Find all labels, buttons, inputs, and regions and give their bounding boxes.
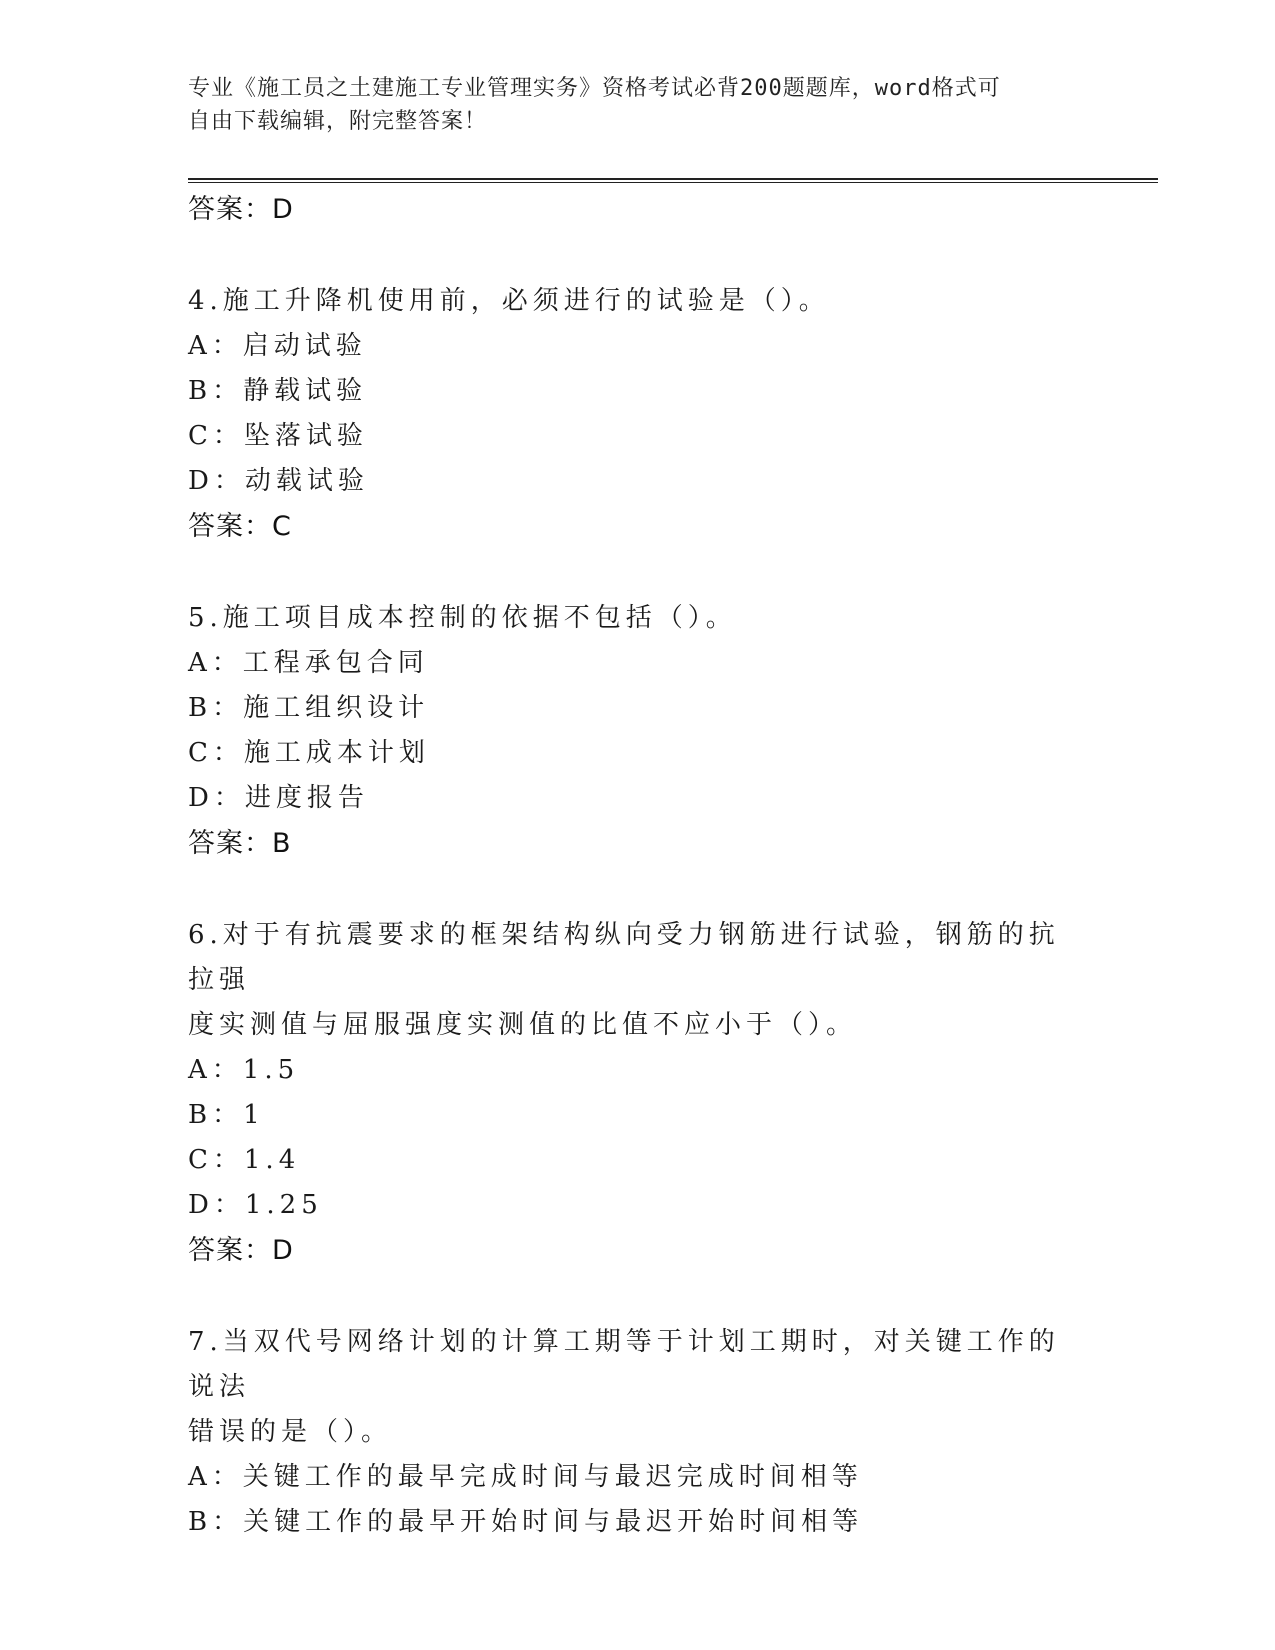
header-divider <box>188 178 1158 183</box>
option-a: A：关键工作的最早完成时间与最迟完成时间相等 <box>188 1462 863 1492</box>
header-title-line-2: 自由下载编辑，附完整答案！ <box>188 109 488 134</box>
answer: 答案：B <box>188 828 292 859</box>
question-text-line-2: 错误的是（）。 <box>188 1417 393 1447</box>
spacer <box>188 1273 1088 1320</box>
answer-previous: 答案：D <box>188 194 294 225</box>
option-c: C：1.4 <box>188 1145 301 1175</box>
option-a: A：1.5 <box>188 1055 300 1085</box>
option-c: C：施工成本计划 <box>188 738 430 768</box>
option-b: B：静载试验 <box>188 376 368 406</box>
question-text: 5.施工项目成本控制的依据不包括（）。 <box>188 603 737 633</box>
answer: 答案：C <box>188 511 292 542</box>
question-4 <box>188 279 1088 549</box>
page-header <box>188 72 1068 138</box>
header-title-line-1: 专业《施工员之土建施工专业管理实务》资格考试必背200题题库，word格式可 <box>188 76 1001 101</box>
spacer <box>188 866 1088 913</box>
option-d: D：动载试验 <box>188 466 369 496</box>
question-6 <box>188 913 1088 1273</box>
question-list <box>188 187 1088 1545</box>
spacer <box>188 549 1088 596</box>
question-5 <box>188 596 1088 866</box>
option-a: A：启动试验 <box>188 331 367 361</box>
option-a: A：工程承包合同 <box>188 648 429 678</box>
answer: 答案：D <box>188 1235 294 1266</box>
option-c: C：坠落试验 <box>188 421 368 451</box>
option-b: B：关键工作的最早开始时间与最迟开始时间相等 <box>188 1507 864 1537</box>
option-d: D：1.25 <box>188 1190 323 1220</box>
question-7 <box>188 1320 1088 1545</box>
option-b: B：1 <box>188 1100 265 1130</box>
question-text-line-1: 6.对于有抗震要求的框架结构纵向受力钢筋进行试验，钢筋的抗拉强 <box>188 920 1060 995</box>
question-text-line-2: 度实测值与屈服强度实测值的比值不应小于（）。 <box>188 1010 858 1040</box>
spacer <box>188 232 1088 279</box>
question-text: 4.施工升降机使用前，必须进行的试验是（）。 <box>188 286 830 316</box>
question-text-line-1: 7.当双代号网络计划的计算工期等于计划工期时，对关键工作的说法 <box>188 1327 1060 1402</box>
option-b: B：施工组织设计 <box>188 693 430 723</box>
option-d: D：进度报告 <box>188 783 369 813</box>
